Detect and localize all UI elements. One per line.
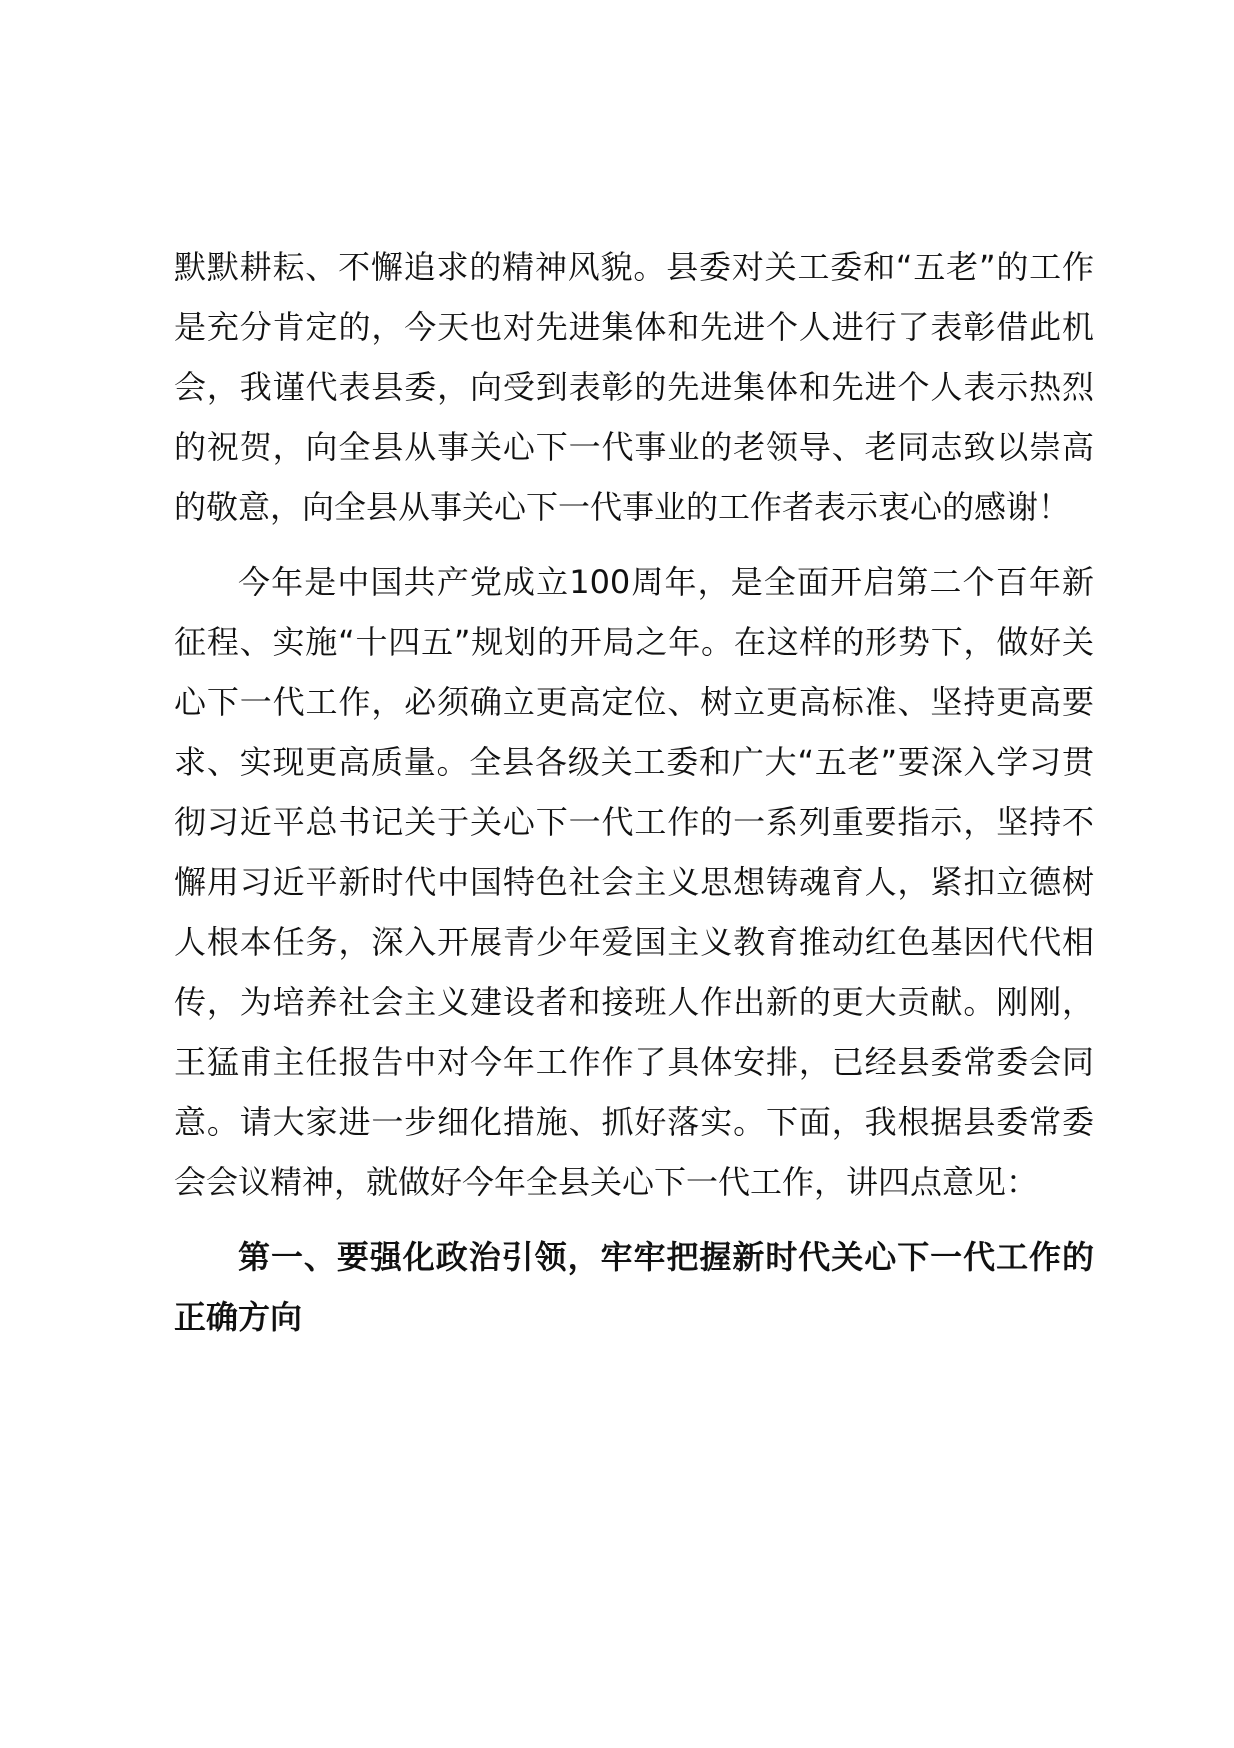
paragraph-continuation: 默默耕耘、不懈追求的精神风貌。县委对关工委和“五老”的工作是充分肯定的，今天也对先进集体和先进个人进行了表彰借此机会，我谨代表县委，向受到表彰的先进集体和先进个人表示热烈的祝贺，向全县从事关心下一代事业的老领导、老同志致以崇高的敬意，向全县从事关心下一代事业的工作者表示衷心的感谢！ (174, 248, 1094, 526)
section-heading: 第一、要强化政治引领，牢牢把握新时代关心下一代工作的正确方向 (174, 1238, 1094, 1336)
document-body (174, 237, 1094, 1347)
paragraph-centenary: 今年是中国共产党成立100周年，是全面开启第二个百年新征程、实施“十四五”规划的开局之年。在这样的形势下，做好关心下一代工作，必须确立更高定位、树立更高标准、坚持更高要求、实现更高质量。全县各级关工委和广大“五老”要深入学习贯彻习近平总书记关于关心下一代工作的一系列重要指示，坚持不懈用习近平新时代中国特色社会主义思想铸魂育人，紧扣立德树人根本任务，深入开展青少年爱国主义教育推动红色基因代代相传，为培养社会主义建设者和接班人作出新的更大贡献。刚刚，王猛甫主任报告中对今年工作作了具体安排，已经县委常委会同意。请大家进一步细化措施、抓好落实。下面，我根据县委常委会会议精神，就做好今年全县关心下一代工作，讲四点意见： (174, 563, 1094, 1201)
